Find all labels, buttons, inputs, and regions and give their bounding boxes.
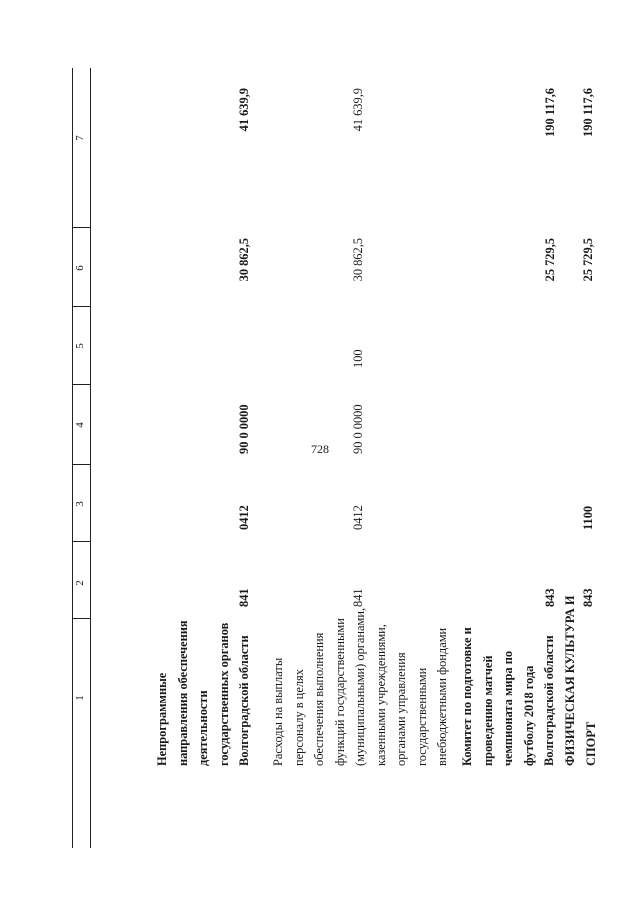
- row-value-6: 30 862,5: [237, 238, 251, 282]
- row-value-7: 190 117,6: [543, 88, 557, 137]
- row-value-7: 41 639,9: [351, 88, 365, 132]
- row-code: 841: [237, 588, 251, 607]
- header-col-7: 7: [74, 135, 86, 141]
- row-target: 90 0 0000: [351, 404, 365, 454]
- header-col-1: 1: [74, 695, 86, 701]
- row-section: 1100: [581, 505, 595, 530]
- row-code: 841: [351, 588, 365, 607]
- row-value-6: 25 729,5: [543, 238, 557, 282]
- row-code: 843: [581, 588, 595, 607]
- table-top-border: [72, 68, 73, 848]
- rotated-budget-table: [72, 68, 598, 848]
- row-value-7: 190 117,6: [581, 88, 595, 137]
- page-number: 728: [311, 442, 329, 456]
- row-code: 843: [543, 588, 557, 607]
- column-divider: [72, 464, 90, 465]
- header-col-6: 6: [74, 265, 86, 271]
- column-divider: [72, 306, 90, 307]
- row-section: 0412: [237, 505, 251, 530]
- column-divider: [72, 618, 90, 619]
- row-value-6: 30 862,5: [351, 238, 365, 282]
- column-divider: [72, 384, 90, 385]
- header-col-2: 2: [74, 580, 86, 586]
- row-target: 90 0 0000: [237, 404, 251, 454]
- row-value-6: 25 729,5: [581, 238, 595, 282]
- row-name: Непрограммные направления обеспечения деятельности государственных органов Волгоградской области: [155, 620, 251, 766]
- column-divider: [72, 541, 90, 542]
- header-bottom-border: [90, 68, 91, 848]
- header-col-4: 4: [74, 422, 86, 428]
- row-name: Комитет по подготовке и проведению матчей чемпионата мира по футболу 2018 года Волгоградской области: [460, 627, 556, 766]
- row-section: 0412: [351, 505, 365, 530]
- row-value-7: 41 639,9: [237, 88, 251, 132]
- header-col-3: 3: [74, 501, 86, 507]
- row-name: ФИЗИЧЕСКАЯ КУЛЬТУРА И СПОРТ: [563, 595, 598, 766]
- row-type: 100: [351, 349, 365, 368]
- column-divider: [72, 227, 90, 228]
- header-col-5: 5: [74, 343, 86, 349]
- row-name: Расходы на выплаты персоналу в целях обеспечения выполнения функций государственными (муниципальными) органами, казенными учреждениями, органами управления государственными внебюджетными фондами: [271, 607, 449, 766]
